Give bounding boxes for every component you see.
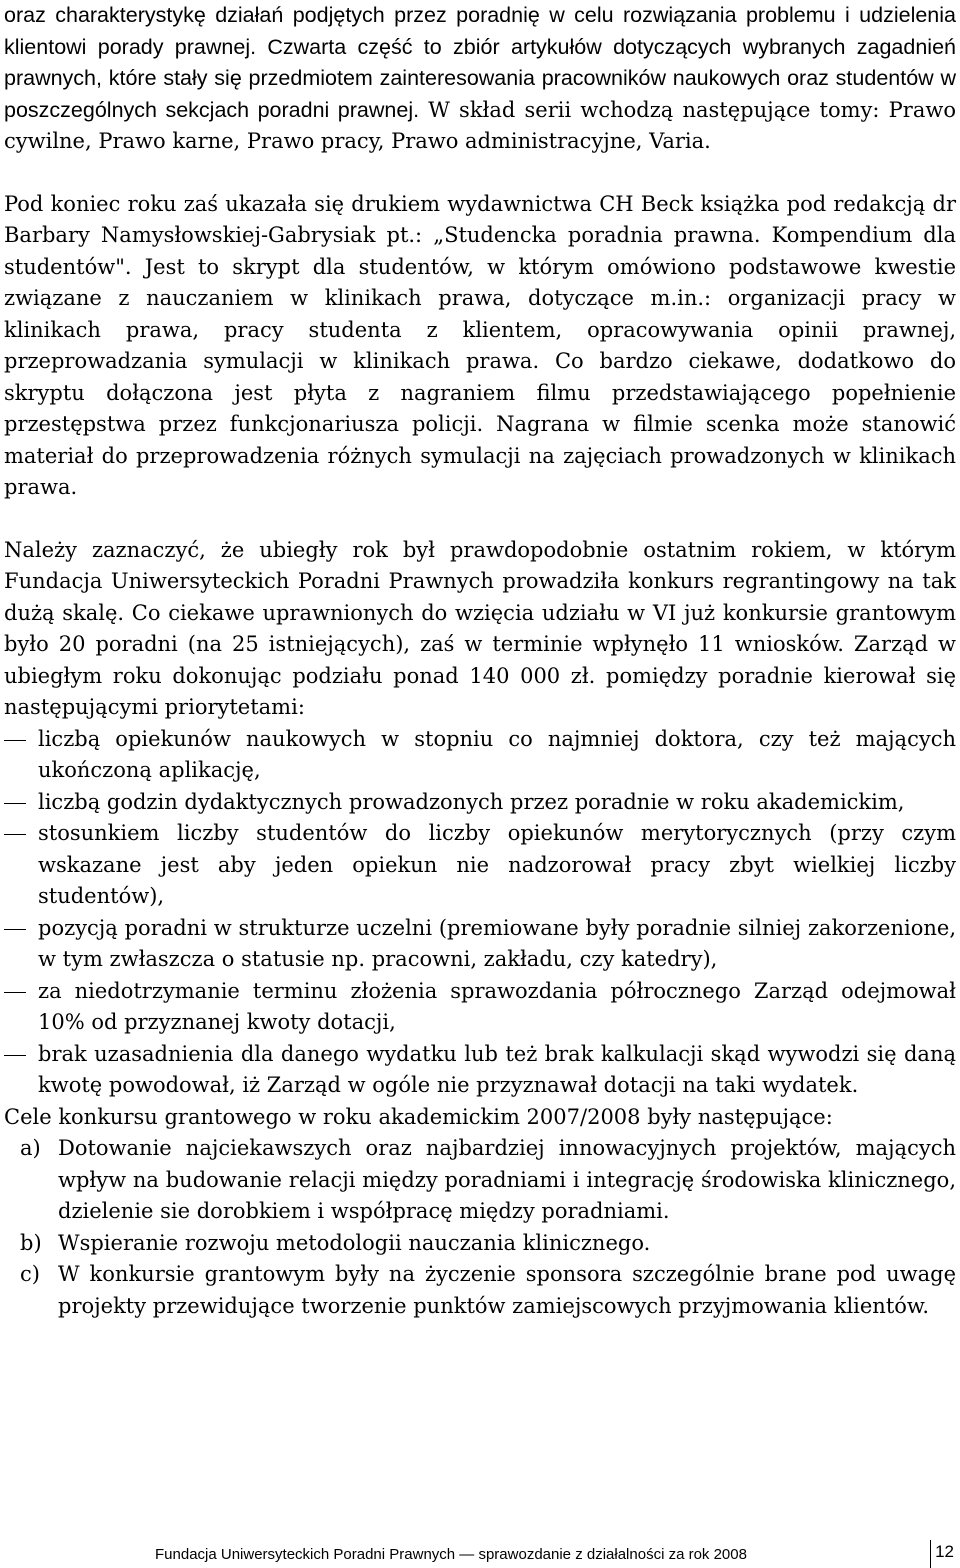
dash-bullet-icon — [4, 803, 26, 804]
list-item: pozycją poradni w strukturze uczelni (premiowane były poradnie silniej zakorzenione, w tym zwłaszcza o statusie np. pracowni, zakładu, czy katedry), — [4, 913, 956, 976]
list-item: liczbą godzin dydaktycznych prowadzonych przez poradnie w roku akademickim, — [4, 787, 956, 819]
dash-bullet-icon — [4, 740, 26, 741]
list-item: a) Dotowanie najciekawszych oraz najbardziej innowacyjnych projektów, mających wpływ na budowanie relacji między poradniami i integrację środowiska klinicznego, dzielenie sie dorobkiem i współpracę między poradniami. — [4, 1133, 956, 1228]
paragraph-text-serif: W skład serii wchodzą następujące tomy: Prawo cywilne, Prawo karne, Prawo pracy, Prawo administracyjne, Varia. — [4, 97, 956, 153]
list-item: stosunkiem liczby studentów do liczby opiekunów merytorycznych (przy czym wskazane jest aby jeden opiekun nie nadzorował pracy zbyt wielkiej liczby studentów), — [4, 818, 956, 913]
paragraph-grant-competition: Należy zaznaczyć, że ubiegły rok był prawdopodobnie ostatnim rokiem, w którym Fundacja Uniwersyteckich Poradni Prawnych prowadziła konkurs regrantingowy na tak dużą skalę. Co ciekawe uprawnionych do wzięcia udziału w VI już konkursie grantowym było 20 poradni (na 25 istniejących), zaś w terminie wpłynęło 11 wniosków. Zarząd w ubiegłym roku dokonując podziału ponad 140 000 zł. pomiędzy poradnie kierował się następującymi priorytetami: — [4, 537, 956, 719]
paragraph-gap — [4, 504, 956, 535]
priorities-list — [4, 724, 956, 1102]
list-marker: a) — [20, 1136, 41, 1160]
list-item: c) W konkursie grantowym były na życzenie sponsora szczególnie brane pod uwagę projekty przewidujące tworzenie punktów zamiejscowych przyjmowania klientów. — [4, 1259, 956, 1322]
page-number: 12 — [935, 1542, 954, 1561]
paragraph-goals-intro: Cele konkursu grantowego w roku akademickim 2007/2008 były następujące: — [4, 1104, 833, 1129]
list-item: liczbą opiekunów naukowych w stopniu co najmniej doktora, czy też mających ukończoną aplikację, — [4, 724, 956, 787]
dash-bullet-icon — [4, 992, 26, 993]
footer-divider — [930, 1540, 931, 1568]
paragraph-text-sans: oraz charakterystykę działań podjętych przez poradnię w celu rozwiązania problemu i udzielenia klientowi porady prawnej. Czwarta część to zbiór artykułów dotyczących wybranych zagadnień prawnych, które stały się przedmiotem zainteresowania pracowników naukowych oraz studentów w poszczególnych sekcjach poradni prawnej. — [4, 3, 956, 122]
paragraph-series-description — [4, 0, 956, 158]
paragraph-gap — [4, 158, 956, 189]
dash-bullet-icon — [4, 1055, 26, 1056]
paragraph-book-publication: Pod koniec roku zaś ukazała się drukiem wydawnictwa CH Beck książka pod redakcją dr Barbary Namysłowskiej-Gabrysiak pt.: „Studencka poradnia prawna. Kompendium dla studentów". Jest to skrypt dla studentów, w którym omówiono podstawowe kwestie związane z nauczaniem w klinikach prawa, dotyczące m.in.: organizacji pracy w klinikach prawa, pracy studenta z klientem, opracowywania opinii prawnej, przeprowadzania symulacji w klinikach prawa. Co bardzo ciekawe, dodatkowo do skryptu dołączona jest płyta z nagraniem filmu przedstawiającego popełnienie przestępstwa przez funkcjonariusza policji. Nagrana w filmie scenka może stanowić materiał do przeprowadzenia różnych symulacji na zajęciach prowadzonych w klinikach prawa. — [4, 191, 956, 499]
footer-text: Fundacja Uniwersyteckich Poradni Prawnych — sprawozdanie z działalności za rok 2008 — [155, 1546, 747, 1563]
list-marker: b) — [20, 1230, 42, 1255]
list-marker: c) — [20, 1262, 40, 1286]
dash-bullet-icon — [4, 834, 26, 835]
list-item: brak uzasadnienia dla danego wydatku lub też brak kalkulacji skąd wywodzi się daną kwotę powodował, iż Zarząd w ogóle nie przyznawał dotacji na taki wydatek. — [4, 1039, 956, 1102]
goals-list — [4, 1133, 956, 1322]
dash-bullet-icon — [4, 929, 26, 930]
page-footer — [0, 1540, 960, 1568]
list-item: za niedotrzymanie terminu złożenia sprawozdania półrocznego Zarząd odejmował 10% od przyznanej kwoty dotacji, — [4, 976, 956, 1039]
list-item: b) Wspieranie rozwoju metodologii nauczania klinicznego. — [4, 1228, 956, 1260]
